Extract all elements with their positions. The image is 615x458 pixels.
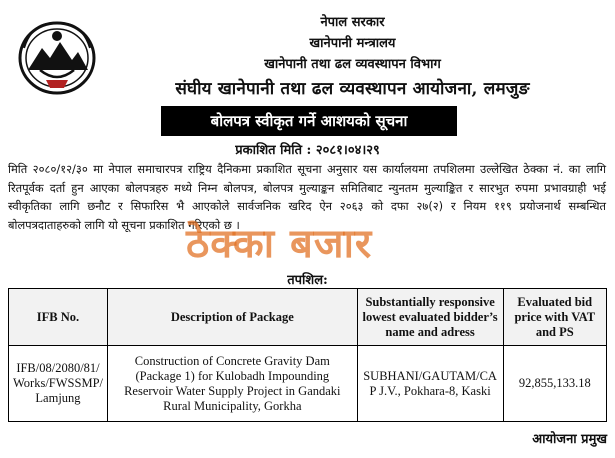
column-header-description: Description of Package bbox=[107, 289, 357, 346]
column-header-price: Evaluated bid price with VAT and PS bbox=[503, 289, 606, 346]
details-label: तपशिल: bbox=[287, 273, 328, 288]
table-row bbox=[9, 346, 607, 422]
column-header-ifb-no: IFB No. bbox=[9, 289, 108, 346]
table-header-row bbox=[9, 289, 607, 346]
ministry-name: खानेपानी मन्त्रालय bbox=[309, 36, 396, 51]
cell-description: Construction of Concrete Gravity Dam (Package 1) for Kulobadh Impounding Reservoir Water Supply Project in Gandaki Rural Municipality, Gorkha bbox=[107, 346, 357, 422]
nepal-government-emblem-icon bbox=[16, 18, 98, 96]
department-name: खानेपानी तथा ढल व्यवस्थापन विभाग bbox=[264, 57, 441, 72]
project-office-name: संघीय खानेपानी तथा ढल व्यवस्थापन आयोजना, लमजुङ bbox=[175, 79, 530, 99]
notice-title: बोलपत्र स्वीकृत गर्ने आशयको सूचना bbox=[161, 106, 457, 136]
notice-body-text: मिति २०८०/१२/३० मा नेपाल समाचारपत्र राष्ट्रिय दैनिकमा प्रकाशित सूचना अनुसार यस कार्यालयमा तपशिलमा उल्लेखित ठेक्का नं. का लागि रितपूर्वक दर्ता हुन आएका बोलपत्रहरु मध्ये निम्न बोलपत्र, बोलपत्र मुल्याङ्कन समितिबाट न्युनतम मुल्याङ्कित र सारभुत रुपमा प्रभावग्राही भई स्वीकृतिका लागि छनौट र सिफारिस भै आएकोले सार्वजनिक खरिद ऐन २०६३ को दफा २७(२) र नियम ११९ प्रयोजनार्थ सम्बन्धित बोलपत्रदाताहरुको लागि यो सूचना प्रकाशित गरिएको छ । bbox=[8, 162, 606, 232]
government-name: नेपाल सरकार bbox=[320, 15, 385, 30]
watermark-logo: ठेक्का बजार bbox=[186, 221, 373, 267]
signature-project-chief: आयोजना प्रमुख bbox=[532, 432, 607, 447]
bid-details-table bbox=[8, 288, 607, 422]
cell-ifb-no: IFB/08/2080/81/ Works/FWSSMP/ Lamjung bbox=[9, 346, 108, 422]
cell-bidder: SUBHANI/GAUTAM/CA P J.V., Pokhara-8, Kaski bbox=[357, 346, 503, 422]
cell-price: 92,855,133.18 bbox=[503, 346, 606, 422]
column-header-bidder: Substantially responsive lowest evaluated bidder’s name and adress bbox=[357, 289, 503, 346]
published-date: प्रकाशित मिति : २०८१।०४।२९ bbox=[235, 143, 380, 158]
